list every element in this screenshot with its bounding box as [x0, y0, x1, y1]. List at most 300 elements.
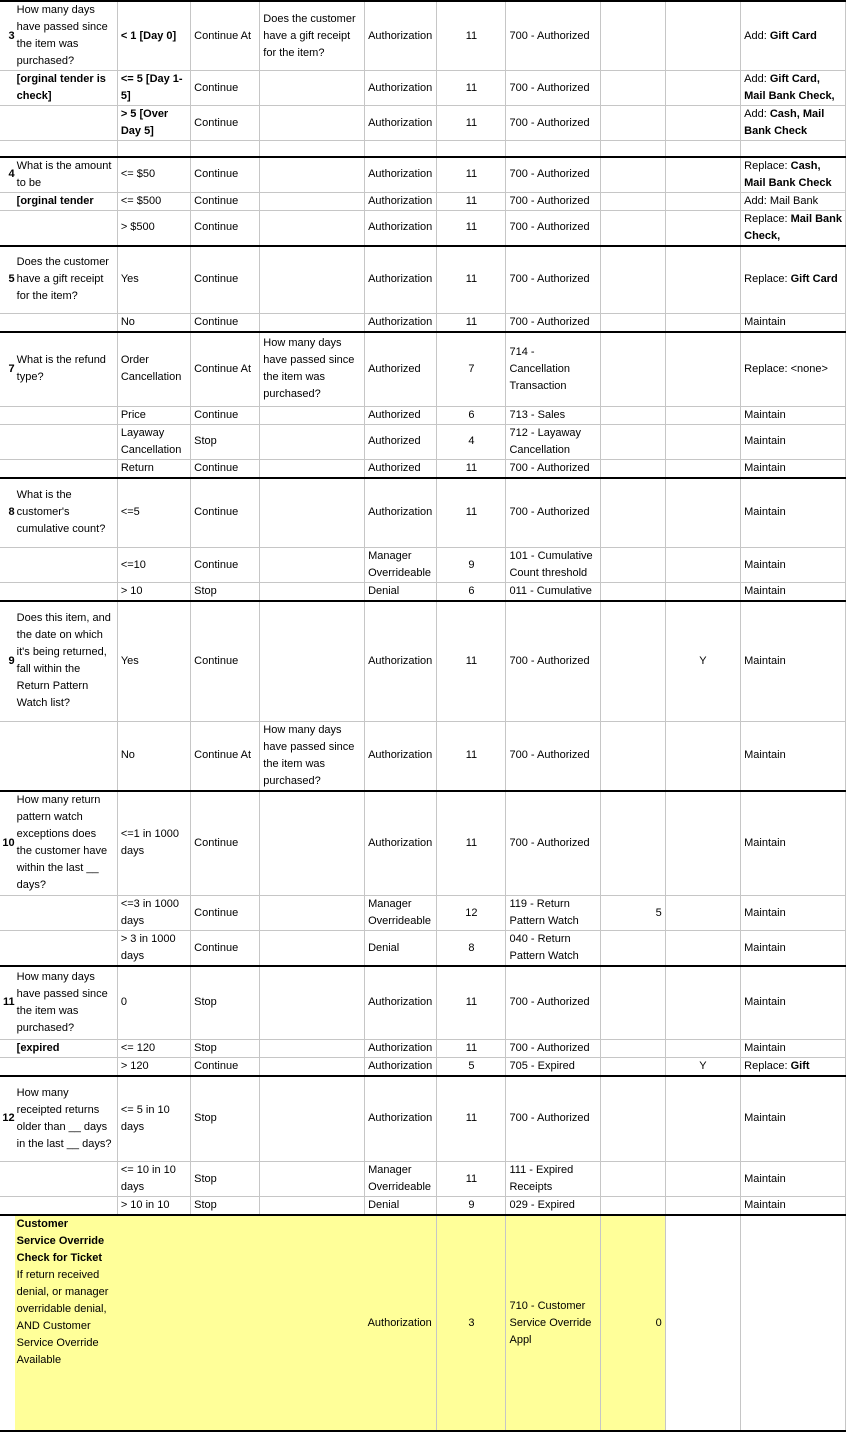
tender-label: Maintain: [744, 1172, 786, 1185]
action-cell: Stop: [191, 1039, 260, 1057]
tender-value: Mail Bank Check,: [744, 212, 842, 242]
tender-cell: [741, 1, 846, 71]
tender-label: Maintain: [744, 1199, 786, 1211]
tender-cell: [741, 246, 846, 314]
tender-label: Maintain: [744, 836, 786, 849]
table-row: [0, 583, 846, 602]
action-cell: Stop: [191, 1076, 260, 1162]
condition-cell: > $500: [117, 210, 190, 246]
rule-number: 8: [0, 478, 15, 548]
rule-number: 3: [0, 1, 15, 71]
question-cell: [15, 583, 118, 602]
condition-cell: <=3 in 1000 days: [117, 896, 190, 931]
result-cell: Manager Overrideable: [365, 896, 437, 931]
tender-label: Maintain: [744, 654, 786, 667]
result-cell: Authorization: [365, 1076, 437, 1162]
tender-label: Maintain: [744, 316, 786, 328]
result-cell: Denial: [365, 1197, 437, 1216]
condition-cell: <=10: [117, 548, 190, 583]
next-question-cell: [260, 106, 365, 141]
tender-cell: [741, 406, 846, 424]
action-cell: Stop: [191, 424, 260, 459]
table-row: [0, 601, 846, 721]
tender-label: Add:: [744, 73, 767, 85]
override-priority: 3: [437, 1215, 506, 1431]
tender-label: Maintain: [744, 906, 786, 919]
rule-number: [0, 459, 15, 478]
next-question-cell: How many days have passed since the item was purchased?: [260, 721, 365, 791]
tender-label: Maintain: [744, 1112, 786, 1125]
question-cell: [15, 1057, 118, 1076]
rule-number: 9: [0, 601, 15, 721]
action-cell: Stop: [191, 966, 260, 1039]
override-code: 710 - Customer Service Override Appl: [506, 1215, 600, 1431]
priority-cell: 11: [437, 791, 506, 896]
flag-cell: [665, 459, 740, 478]
code-cell: 111 - Expired Receipts: [506, 1162, 600, 1197]
table-row: [0, 721, 846, 791]
result-cell: Authorization: [365, 210, 437, 246]
condition-cell: Layaway Cancellation: [117, 424, 190, 459]
flag-cell: [665, 314, 740, 333]
next-question-cell: [260, 1197, 365, 1216]
code-cell: 700 - Authorized: [506, 459, 600, 478]
condition-cell: [117, 1, 190, 71]
result-cell: Authorization: [365, 246, 437, 314]
condition-cell: > 5 [Over Day 5]: [117, 106, 190, 141]
condition-cell: <= $50: [117, 157, 190, 193]
tender-label: Maintain: [744, 558, 786, 571]
rule-number: [0, 896, 15, 931]
condition-cell: <= 5 [Day 1-5]: [117, 71, 190, 106]
tender-cell: [741, 314, 846, 333]
table-row: [0, 406, 846, 424]
result-cell: Authorized: [365, 406, 437, 424]
rule-number: [0, 106, 15, 141]
question-cell: [15, 106, 118, 141]
condition-cell: 0: [117, 966, 190, 1039]
flag-cell: [665, 966, 740, 1039]
action-cell: Continue At: [191, 721, 260, 791]
code-cell: 119 - Return Pattern Watch: [506, 896, 600, 931]
rule-number: [0, 406, 15, 424]
code-cell: 011 - Cumulative: [506, 583, 600, 602]
result-cell: Authorization: [365, 478, 437, 548]
question-cell: How many days have passed since the item was purchased?: [15, 1, 118, 71]
priority-cell: 11: [437, 1076, 506, 1162]
tender-value: Cash, Mail Bank Check: [744, 108, 825, 137]
tender-cell: [741, 583, 846, 602]
priority-cell: 11: [437, 71, 506, 106]
table-row: [0, 1057, 846, 1076]
code-cell: 700 - Authorized: [506, 210, 600, 246]
tender-value: Gift Card, Mail Bank Check,: [744, 73, 835, 102]
table-row: [0, 424, 846, 459]
action-cell: Stop: [191, 1162, 260, 1197]
tender-cell: [741, 478, 846, 548]
tender-label: Replace:: [744, 1059, 788, 1072]
condition-cell: Price: [117, 406, 190, 424]
limit-cell: [600, 106, 665, 141]
table-row: [0, 314, 846, 333]
code-cell: 700 - Authorized: [506, 478, 600, 548]
limit-cell: [600, 314, 665, 333]
rule-number: [0, 721, 15, 791]
question-cell: [15, 721, 118, 791]
condition-cell: Yes: [117, 601, 190, 721]
action-cell: Continue: [191, 478, 260, 548]
tender-label: Maintain: [744, 506, 786, 519]
flag-cell: [665, 71, 740, 106]
table-row: [0, 106, 846, 141]
tender-label: Replace: <none>: [744, 362, 828, 375]
priority-cell: 11: [437, 601, 506, 721]
priority-cell: 11: [437, 192, 506, 210]
code-cell: 101 - Cumulative Count threshold: [506, 548, 600, 583]
tender-label: Maintain: [744, 585, 786, 597]
tender-label: Maintain: [744, 408, 786, 421]
tender-label: Maintain: [744, 461, 786, 474]
table-row: [0, 1039, 846, 1057]
flag-cell: [665, 157, 740, 193]
condition-cell: <=5: [117, 478, 190, 548]
next-question-cell: [260, 459, 365, 478]
tender-cell: [741, 721, 846, 791]
limit-cell: [600, 1039, 665, 1057]
tender-cell: [741, 157, 846, 193]
flag-cell: Y: [665, 601, 740, 721]
result-cell: Authorization: [365, 106, 437, 141]
limit-cell: [600, 424, 665, 459]
action-cell: Continue: [191, 601, 260, 721]
tender-value: Gift: [790, 1059, 810, 1072]
action-cell: Continue: [191, 406, 260, 424]
action-cell: Continue: [191, 106, 260, 141]
table-row: [0, 332, 846, 406]
next-question-cell: [260, 1076, 365, 1162]
table-row: [0, 1197, 846, 1216]
condition-cell: <=1 in 1000 days: [117, 791, 190, 896]
next-question-cell: [260, 71, 365, 106]
limit-cell: [600, 966, 665, 1039]
flag-cell: [665, 406, 740, 424]
tender-label: Add:: [744, 108, 767, 120]
action-cell: Continue: [191, 931, 260, 967]
table-row: [0, 157, 846, 193]
table-row: [0, 931, 846, 967]
limit-cell: [600, 478, 665, 548]
action-cell: Continue At: [191, 1, 260, 71]
question-cell: What is the refund type?: [15, 332, 118, 406]
result-cell: Authorization: [365, 1039, 437, 1057]
flag-cell: [665, 246, 740, 314]
tender-label: Maintain: [744, 996, 786, 1009]
result-cell: Authorization: [365, 601, 437, 721]
result-cell: Authorized: [365, 424, 437, 459]
next-question-cell: [260, 246, 365, 314]
action-cell: Continue: [191, 896, 260, 931]
table-row: [0, 246, 846, 314]
flag-cell: [665, 1162, 740, 1197]
tender-label: Replace:: [744, 212, 788, 225]
question-cell: How many receipted returns older than __ days in the last __ days?: [15, 1076, 118, 1162]
question-cell: [orginal tender: [15, 192, 118, 210]
tender-cell: [741, 601, 846, 721]
flag-cell: [665, 192, 740, 210]
question-cell: [15, 459, 118, 478]
table-row: [0, 71, 846, 106]
next-question-cell: [260, 210, 365, 246]
priority-cell: 6: [437, 406, 506, 424]
priority-cell: 7: [437, 332, 506, 406]
flag-cell: [665, 332, 740, 406]
code-cell: 029 - Expired: [506, 1197, 600, 1216]
flag-cell: [665, 1039, 740, 1057]
priority-cell: 11: [437, 966, 506, 1039]
tender-cell: [741, 424, 846, 459]
priority-cell: 11: [437, 106, 506, 141]
tender-cell: [741, 192, 846, 210]
rule-number: [0, 548, 15, 583]
priority-cell: 11: [437, 1039, 506, 1057]
flag-cell: [665, 791, 740, 896]
table-row: [0, 210, 846, 246]
action-cell: Continue: [191, 314, 260, 333]
question-cell: What is the amount to be: [15, 157, 118, 193]
rule-number: 12: [0, 1076, 15, 1162]
limit-cell: [600, 1076, 665, 1162]
action-cell: Continue: [191, 459, 260, 478]
next-question-cell: [260, 157, 365, 193]
action-cell: Continue: [191, 246, 260, 314]
condition-cell: No: [117, 314, 190, 333]
priority-cell: 11: [437, 459, 506, 478]
table-row: [0, 1, 846, 71]
override-rule-cell: [15, 1215, 365, 1431]
limit-cell: [600, 157, 665, 193]
override-limit: 0: [600, 1215, 665, 1431]
condition-cell: <= $500: [117, 192, 190, 210]
question-cell: Does this item, and the date on which it's being returned, fall within the Return Pattern Watch list?: [15, 601, 118, 721]
tender-cell: [741, 1197, 846, 1216]
next-question-cell: [260, 931, 365, 967]
tender-cell: [741, 548, 846, 583]
limit-cell: [600, 1057, 665, 1076]
result-cell: Manager Overrideable: [365, 1162, 437, 1197]
next-question-cell: [260, 1162, 365, 1197]
next-question-cell: [260, 601, 365, 721]
flag-cell: [665, 424, 740, 459]
result-cell: Authorization: [365, 791, 437, 896]
code-cell: 700 - Authorized: [506, 106, 600, 141]
condition-cell: Return: [117, 459, 190, 478]
action-cell: Continue At: [191, 332, 260, 406]
priority-cell: 11: [437, 210, 506, 246]
rule-number: [0, 314, 15, 333]
result-cell: Authorization: [365, 1, 437, 71]
tender-label: Replace:: [744, 159, 788, 172]
rule-number: [0, 931, 15, 967]
rule-number: [0, 71, 15, 106]
result-cell: Denial: [365, 931, 437, 967]
spacer-row: [0, 141, 846, 157]
result-cell: Authorization: [365, 1057, 437, 1076]
priority-cell: 4: [437, 424, 506, 459]
rule-number: [0, 1039, 15, 1057]
flag-cell: [665, 721, 740, 791]
rules-body: [0, 1, 846, 1431]
question-cell: [15, 896, 118, 931]
next-question-cell: [260, 406, 365, 424]
code-cell: 700 - Authorized: [506, 721, 600, 791]
condition-cell: <= 120: [117, 1039, 190, 1057]
flag-cell: [665, 210, 740, 246]
tender-value: Cash, Mail Bank Check: [744, 159, 832, 189]
code-cell: 700 - Authorized: [506, 246, 600, 314]
priority-cell: 11: [437, 478, 506, 548]
action-cell: Stop: [191, 583, 260, 602]
priority-cell: 12: [437, 896, 506, 931]
flag-cell: [665, 1, 740, 71]
limit-cell: [600, 1, 665, 71]
priority-cell: 8: [437, 931, 506, 967]
code-cell: 700 - Authorized: [506, 157, 600, 193]
flag-cell: [665, 478, 740, 548]
action-cell: Stop: [191, 1197, 260, 1216]
rule-number: 10: [0, 791, 15, 896]
question-cell: [15, 1197, 118, 1216]
action-cell: Continue: [191, 157, 260, 193]
limit-cell: [600, 192, 665, 210]
tender-cell: [741, 931, 846, 967]
result-cell: Authorization: [365, 192, 437, 210]
table-row: [0, 896, 846, 931]
tender-label: Add:: [744, 29, 767, 42]
condition-cell: > 10: [117, 583, 190, 602]
result-cell: Authorized: [365, 459, 437, 478]
tender-label: Maintain: [744, 1041, 786, 1054]
next-question-cell: Does the customer have a gift receipt for the item?: [260, 1, 365, 71]
result-cell: Manager Overrideable: [365, 548, 437, 583]
limit-cell: [600, 71, 665, 106]
result-cell: Denial: [365, 583, 437, 602]
next-question-cell: [260, 548, 365, 583]
condition-cell: > 120: [117, 1057, 190, 1076]
question-cell: How many return pattern watch exceptions does the customer have within the last __ days?: [15, 791, 118, 896]
limit-cell: [600, 1197, 665, 1216]
code-cell: 700 - Authorized: [506, 791, 600, 896]
result-cell: Authorization: [365, 314, 437, 333]
limit-cell: [600, 1162, 665, 1197]
tender-cell: [741, 332, 846, 406]
action-cell: Continue: [191, 192, 260, 210]
table-row: [0, 548, 846, 583]
next-question-cell: [260, 791, 365, 896]
tender-cell: [741, 71, 846, 106]
rule-number: [0, 424, 15, 459]
tender-label: Maintain: [744, 941, 786, 954]
action-cell: Continue: [191, 548, 260, 583]
question-cell: [15, 1162, 118, 1197]
limit-cell: 5: [600, 896, 665, 931]
next-question-cell: [260, 478, 365, 548]
code-cell: 700 - Authorized: [506, 1039, 600, 1057]
priority-cell: 5: [437, 1057, 506, 1076]
result-cell: Authorization: [365, 721, 437, 791]
priority-cell: 9: [437, 1197, 506, 1216]
table-row: [0, 192, 846, 210]
tender-cell: [741, 459, 846, 478]
code-cell: 700 - Authorized: [506, 192, 600, 210]
next-question-cell: [260, 424, 365, 459]
tender-cell: [741, 1076, 846, 1162]
priority-cell: 11: [437, 1162, 506, 1197]
next-question-cell: [260, 583, 365, 602]
tender-cell: [741, 1057, 846, 1076]
question-cell: Does the customer have a gift receipt for the item?: [15, 246, 118, 314]
condition-cell: > 3 in 1000 days: [117, 931, 190, 967]
table-row: [0, 478, 846, 548]
condition-cell: Order Cancellation: [117, 332, 190, 406]
flag-cell: [665, 931, 740, 967]
tender-label: Maintain: [744, 435, 786, 447]
code-cell: 713 - Sales: [506, 406, 600, 424]
tender-label: Maintain: [744, 749, 786, 761]
code-cell: 040 - Return Pattern Watch: [506, 931, 600, 967]
limit-cell: [600, 406, 665, 424]
tender-cell: [741, 791, 846, 896]
limit-cell: [600, 601, 665, 721]
action-cell: Continue: [191, 210, 260, 246]
rule-number: [0, 192, 15, 210]
code-cell: 700 - Authorized: [506, 71, 600, 106]
priority-cell: 11: [437, 314, 506, 333]
next-question-cell: [260, 1039, 365, 1057]
result-cell: Authorization: [365, 966, 437, 1039]
rule-number: [0, 1197, 15, 1216]
question-cell: [15, 406, 118, 424]
next-question-cell: [260, 1057, 365, 1076]
next-question-cell: [260, 192, 365, 210]
next-question-cell: [260, 314, 365, 333]
priority-cell: 11: [437, 1, 506, 71]
priority-cell: 11: [437, 721, 506, 791]
tender-cell: [741, 106, 846, 141]
question-cell: [orginal tender is check]: [15, 71, 118, 106]
override-row: [0, 1215, 846, 1431]
code-cell: 700 - Authorized: [506, 601, 600, 721]
flag-cell: Y: [665, 1057, 740, 1076]
action-cell: Continue: [191, 791, 260, 896]
priority-cell: 6: [437, 583, 506, 602]
limit-cell: [600, 332, 665, 406]
rule-number: 5: [0, 246, 15, 314]
result-cell: Authorization: [365, 157, 437, 193]
result-cell: Authorization: [365, 71, 437, 106]
override-description: If return received denial, or manager overridable denial, AND Customer Service Override Available: [16, 1269, 109, 1366]
question-cell: [15, 314, 118, 333]
rule-number: 11: [0, 966, 15, 1039]
condition-cell: <= 5 in 10 days: [117, 1076, 190, 1162]
result-cell: Authorized: [365, 332, 437, 406]
limit-cell: [600, 931, 665, 967]
limit-cell: [600, 548, 665, 583]
limit-cell: [600, 210, 665, 246]
condition-cell: <= 10 in 10 days: [117, 1162, 190, 1197]
condition-cell: > 10 in 10: [117, 1197, 190, 1216]
code-cell: 714 - Cancellation Transaction: [506, 332, 600, 406]
priority-cell: 11: [437, 157, 506, 193]
